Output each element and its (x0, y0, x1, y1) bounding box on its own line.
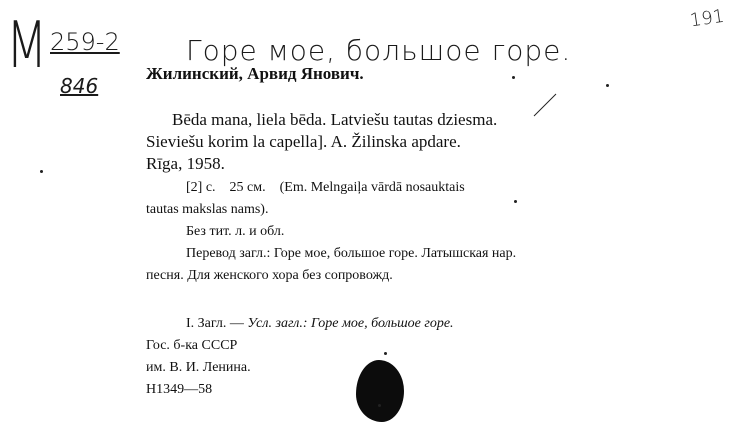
speck (378, 404, 381, 407)
speck (512, 76, 515, 79)
shelf-mark-letter: M (6, 9, 48, 83)
title-line-1: Bēda mana, liela bēda. Latviešu tautas dziesma. (172, 110, 498, 129)
handwritten-title: Горе мое, большое горе. (186, 34, 572, 67)
library-line-1: Гос. б-ка СССР (146, 338, 238, 353)
corner-note: 191 (688, 5, 726, 32)
tracing-prefix: I. Загл. — (186, 316, 248, 331)
speck (384, 352, 387, 355)
author-heading: Жилинский, Арвид Янович. (146, 64, 364, 83)
speck (40, 170, 43, 173)
library-line-3: H1349—58 (146, 382, 213, 397)
note-translation-2: песня. Для женского хора без сопровожд. (146, 268, 393, 283)
ink-blot (356, 360, 404, 422)
collation: [2] c. 25 см. (Em. Melngaiļa vārdā nosauktais (186, 180, 465, 195)
note-no-title-page: Без тит. л. и обл. (186, 224, 285, 239)
note-translation-1: Перевод загл.: Горе мое, большое горе. Латышская нар. (186, 246, 517, 261)
tracing-uniform-title: Усл. загл.: Горе мое, большое горе. (247, 316, 454, 331)
series-continuation: tautas makslas nams). (146, 202, 269, 217)
pen-stroke (530, 90, 560, 120)
speck (514, 200, 517, 203)
speck (606, 84, 609, 87)
imprint: Rīga, 1958. (146, 154, 225, 173)
title-line-2: Sieviešu korim la capella]. A. Žilinska apdare. (146, 132, 461, 151)
shelf-mark-number: 259-2 (50, 28, 120, 56)
shelf-mark-sub: 846 (60, 74, 99, 98)
library-line-2: им. В. И. Ленина. (146, 360, 251, 375)
tracing-line (186, 316, 454, 332)
